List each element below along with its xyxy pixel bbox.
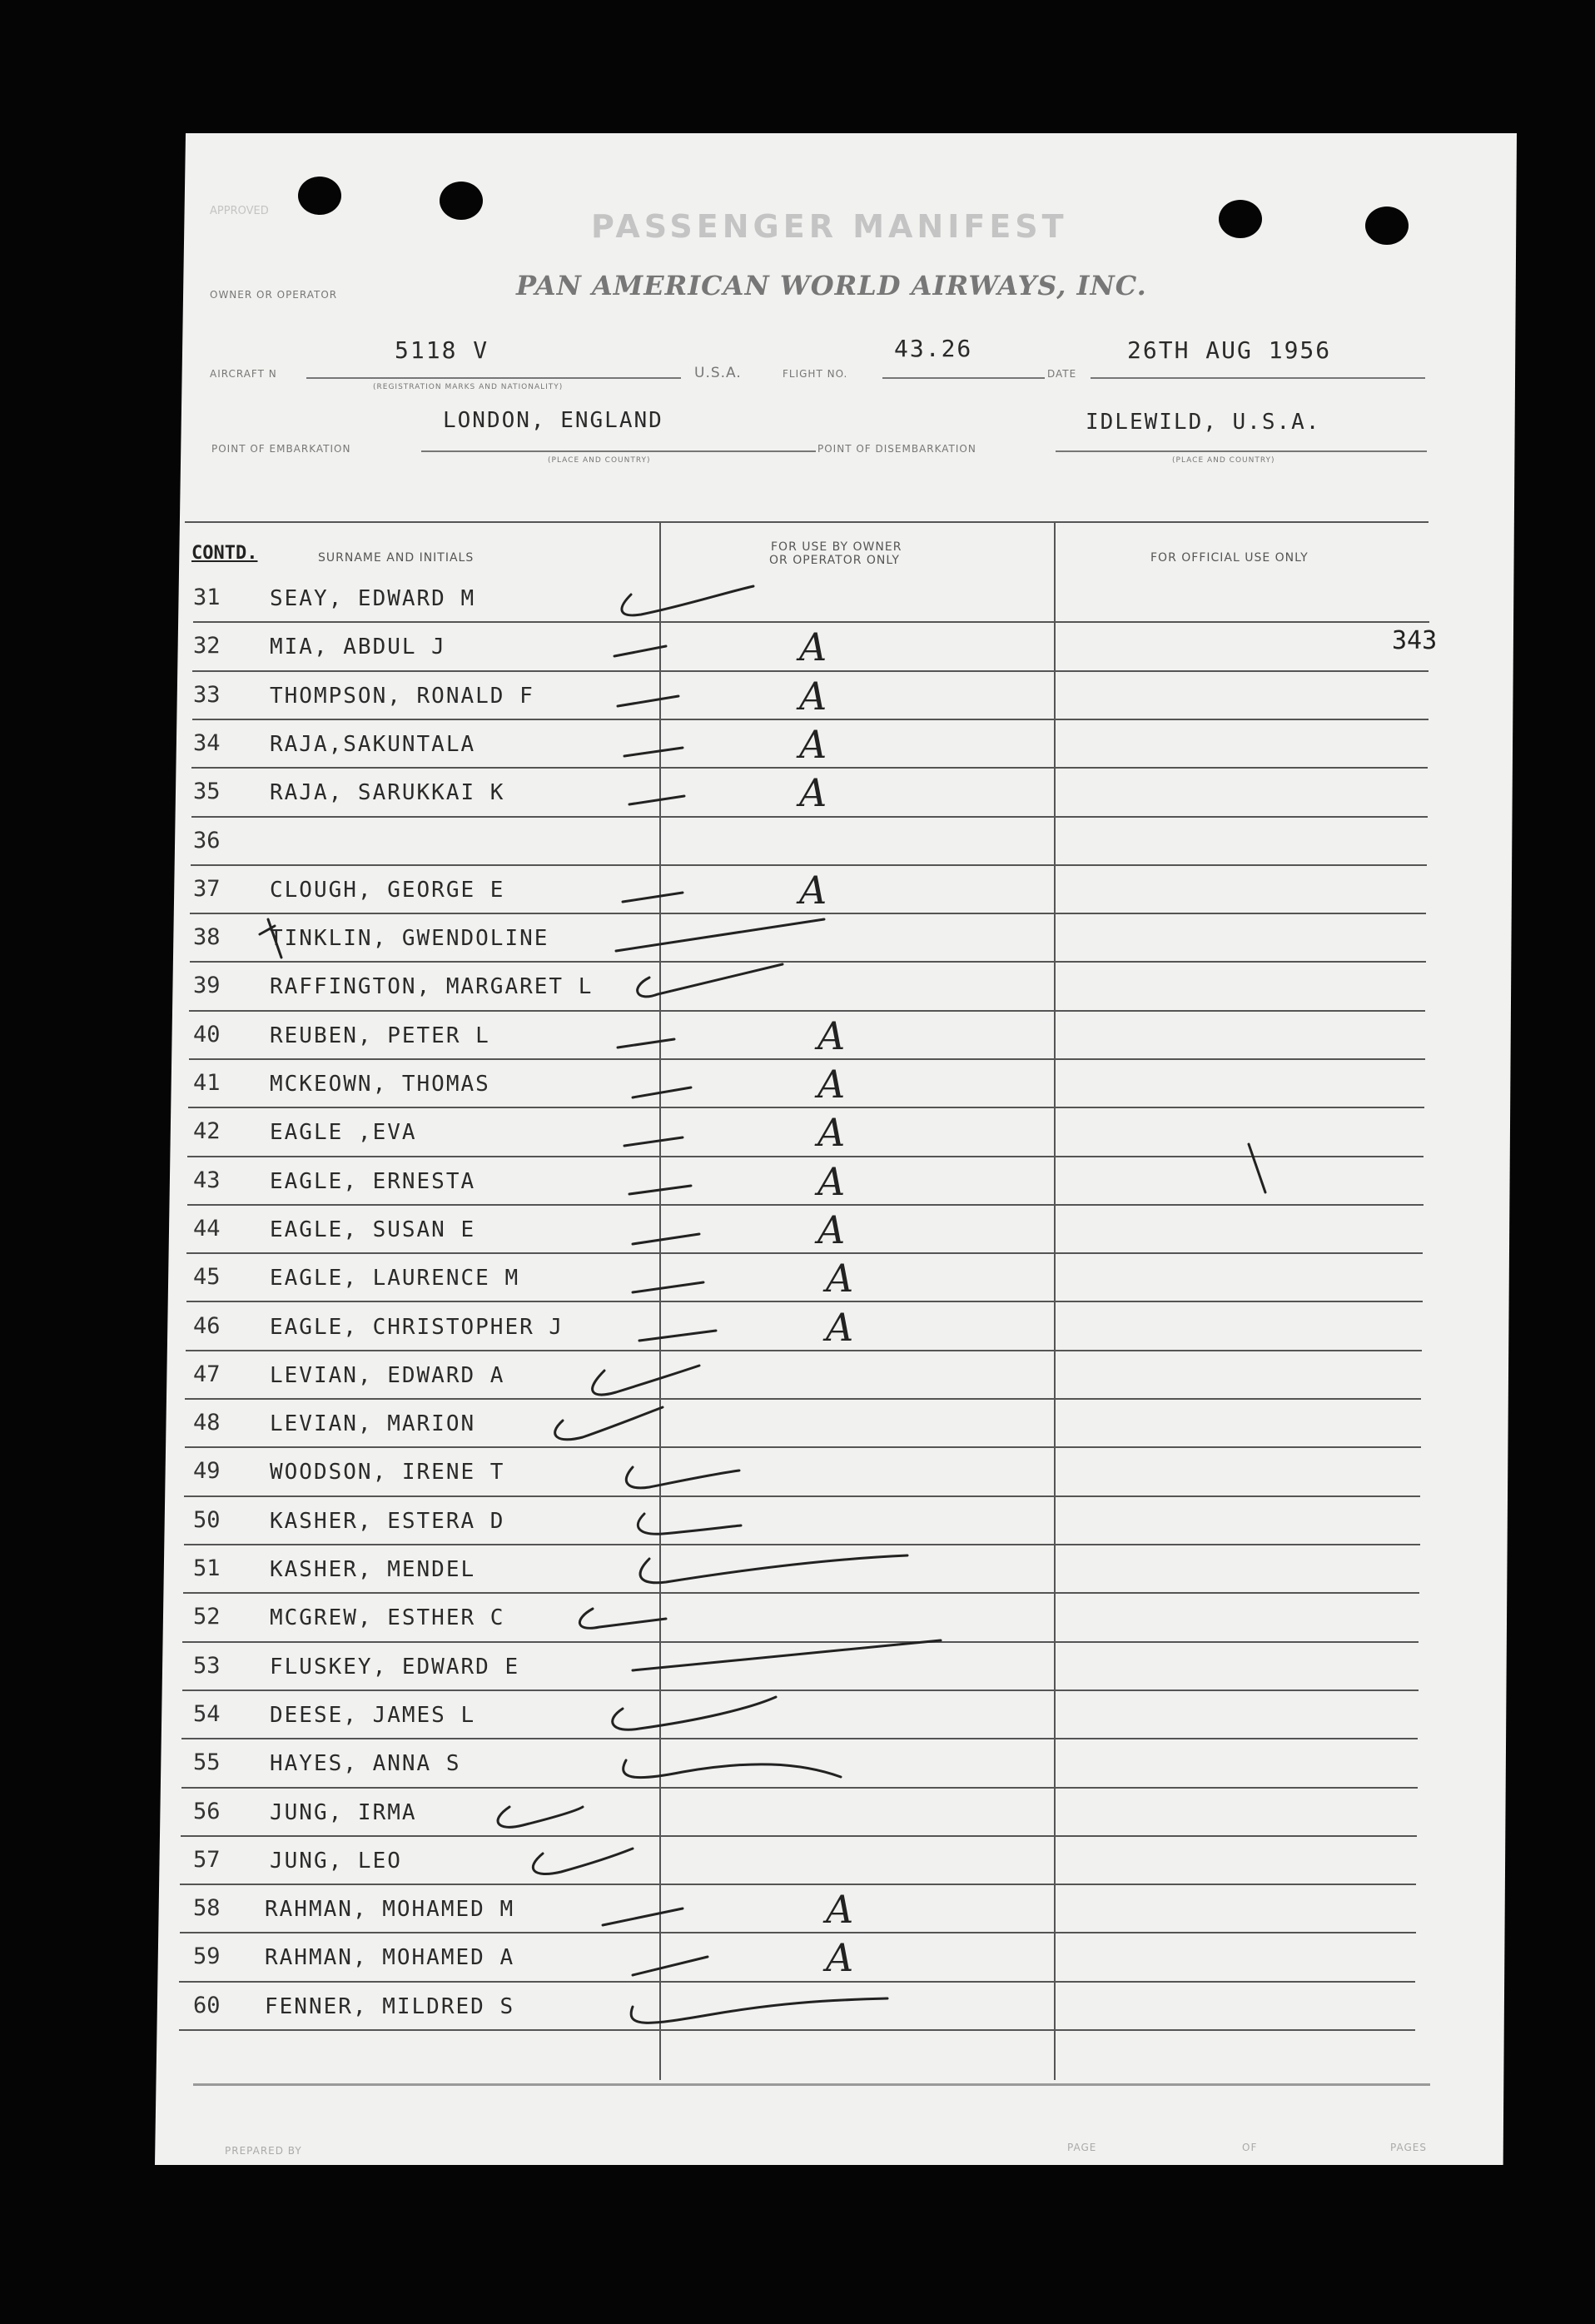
of-label: OF	[1242, 2142, 1258, 2153]
passenger-name: MCKEOWN, THOMAS	[270, 1072, 490, 1097]
official-note: 343	[1392, 626, 1438, 655]
approved-stamp: APPROVED	[210, 205, 269, 217]
row-number: 49	[193, 1458, 221, 1484]
embarkation-value: LONDON, ENGLAND	[443, 408, 663, 433]
nationality: U.S.A.	[694, 365, 742, 381]
passenger-name: RAJA, SARUKKAI K	[270, 780, 505, 805]
row-number: 40	[193, 1022, 221, 1048]
passenger-name: JUNG, LEO	[270, 1849, 402, 1874]
passenger-name: FLUSKEY, EDWARD E	[270, 1655, 520, 1680]
passenger-name: THOMPSON, RONALD F	[270, 684, 534, 709]
owner-mark: A	[817, 1062, 846, 1107]
embarkation-label: POINT OF EMBARKATION	[211, 443, 351, 455]
row-number: 44	[193, 1216, 221, 1242]
passenger-name: EAGLE ,EVA	[270, 1120, 417, 1145]
row-number: 57	[193, 1847, 221, 1873]
row-number: 51	[193, 1555, 221, 1581]
row-number: 34	[193, 730, 221, 756]
row-number: 41	[193, 1070, 221, 1096]
passenger-name: FENNER, MILDRED S	[265, 1994, 515, 2019]
row-number: 43	[193, 1167, 221, 1193]
row-number: 32	[193, 633, 221, 659]
aircraft-value: 5118 V	[395, 336, 489, 364]
footer-rule	[193, 2083, 1430, 2086]
passenger-name: RAHMAN, MOHAMED A	[265, 1945, 515, 1970]
passenger-name: EAGLE, SUSAN E	[270, 1217, 476, 1242]
pages-label: PAGES	[1390, 2142, 1427, 2153]
passenger-name: RAFFINGTON, MARGARET L	[270, 974, 594, 999]
passenger-name: KASHER, ESTERA D	[270, 1509, 505, 1534]
registration-caption: (REGISTRATION MARKS AND NATIONALITY)	[373, 383, 564, 391]
contd-label: CONTD.	[191, 543, 258, 564]
owner-mark: A	[799, 868, 827, 913]
owner-mark: A	[799, 770, 827, 815]
owner-mark: A	[817, 1110, 846, 1155]
row-number: 39	[193, 973, 221, 998]
row-number: 53	[193, 1653, 221, 1679]
owner-mark: A	[826, 1305, 854, 1350]
row-number: 33	[193, 682, 221, 708]
flight-value: 43.26	[894, 335, 973, 362]
owner-mark: A	[799, 722, 827, 767]
row-number: 56	[193, 1799, 221, 1824]
manifest-title: PASSENGER MANIFEST	[591, 208, 1068, 245]
aircraft-label: AIRCRAFT N	[210, 368, 277, 380]
passenger-name: HAYES, ANNA S	[270, 1751, 461, 1776]
owner-mark: A	[817, 1207, 846, 1252]
passenger-name: RAHMAN, MOHAMED M	[265, 1897, 515, 1922]
passenger-name: REUBEN, PETER L	[270, 1023, 490, 1048]
airline-name: PAN AMERICAN WORLD AIRWAYS, INC.	[516, 270, 1147, 301]
place-caption-2: (PLACE AND COUNTRY)	[1172, 456, 1275, 465]
owner-mark: A	[817, 1013, 846, 1058]
row-number: 60	[193, 1993, 221, 2018]
row-number: 48	[193, 1410, 221, 1436]
row-number: 54	[193, 1701, 221, 1727]
row-number: 50	[193, 1507, 221, 1533]
row-number: 37	[193, 876, 221, 902]
row-number: 31	[193, 585, 221, 610]
owner-mark: A	[826, 1935, 854, 1980]
owner-mark: A	[799, 674, 827, 719]
official-column-header: FOR OFFICIAL USE ONLY	[1150, 551, 1309, 565]
passenger-name: CLOUGH, GEORGE E	[270, 878, 505, 903]
flight-label: FLIGHT NO.	[783, 368, 848, 380]
page-label: PAGE	[1067, 2142, 1097, 2153]
owner-mark: A	[817, 1159, 846, 1204]
row-number: 52	[193, 1604, 221, 1630]
row-number: 47	[193, 1361, 221, 1387]
passenger-name: RAJA,SAKUNTALA	[270, 732, 476, 757]
prepared-by-label: PREPARED BY	[225, 2145, 302, 2157]
row-number: 38	[193, 924, 221, 950]
passenger-name: EAGLE, LAURENCE M	[270, 1266, 520, 1291]
owner-mark: A	[799, 625, 827, 669]
passenger-name: EAGLE, CHRISTOPHER J	[270, 1315, 564, 1340]
passenger-name: LEVIAN, EDWARD A	[270, 1363, 505, 1388]
passenger-name: WOODSON, IRENE T	[270, 1460, 505, 1485]
date-value: 26TH AUG 1956	[1127, 336, 1332, 364]
row-number: 36	[193, 828, 221, 853]
disembarkation-label: POINT OF DISEMBARKATION	[817, 443, 976, 455]
row-number: 58	[193, 1895, 221, 1921]
owner-column-header-2: OR OPERATOR ONLY	[769, 554, 900, 567]
owner-column-header-1: FOR USE BY OWNER	[771, 540, 902, 554]
passenger-name: EAGLE, ERNESTA	[270, 1169, 476, 1194]
row-number: 45	[193, 1264, 221, 1290]
row-number: 35	[193, 779, 221, 804]
passenger-name: MCGREW, ESTHER C	[270, 1605, 505, 1630]
disembarkation-value: IDLEWILD, U.S.A.	[1086, 410, 1321, 435]
passenger-name: MIA, ABDUL J	[270, 634, 446, 659]
row-number: 46	[193, 1313, 221, 1339]
passenger-name: JUNG, IRMA	[270, 1800, 417, 1825]
passenger-name: TINKLIN, GWENDOLINE	[270, 926, 549, 951]
name-column-header: SURNAME AND INITIALS	[318, 551, 475, 565]
passenger-name: DEESE, JAMES L	[270, 1703, 476, 1728]
passenger-name: LEVIAN, MARION	[270, 1411, 476, 1436]
place-caption: (PLACE AND COUNTRY)	[548, 456, 651, 465]
owner-label: OWNER OR OPERATOR	[210, 289, 338, 301]
row-number: 59	[193, 1943, 221, 1969]
owner-mark: A	[826, 1256, 854, 1301]
row-number: 42	[193, 1118, 221, 1144]
passenger-name: KASHER, MENDEL	[270, 1557, 476, 1582]
owner-mark: A	[826, 1887, 854, 1932]
row-number: 55	[193, 1749, 221, 1775]
passenger-name: SEAY, EDWARD M	[270, 586, 476, 611]
date-label: DATE	[1047, 368, 1077, 380]
